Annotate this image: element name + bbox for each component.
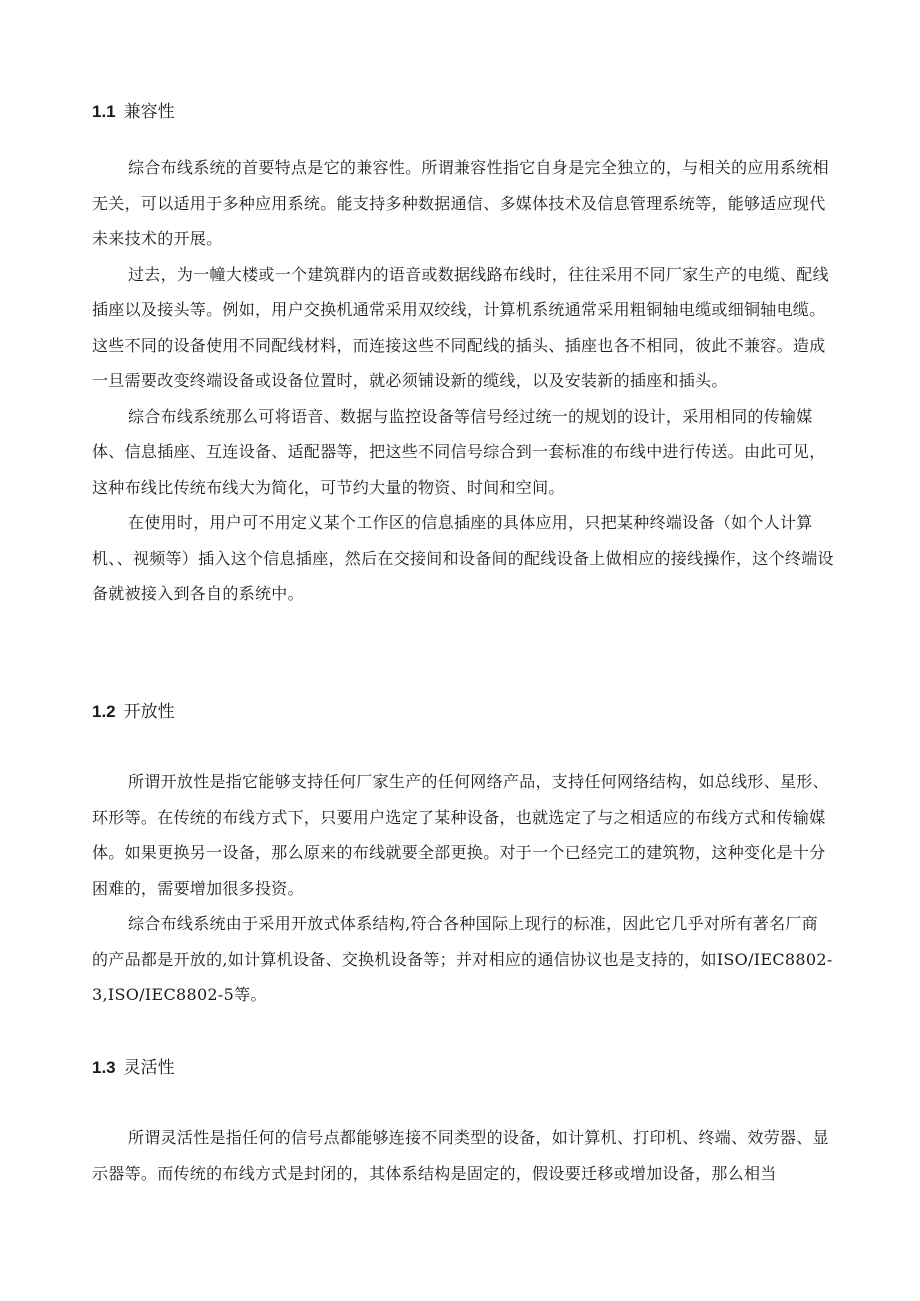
section-title: 开放性 <box>123 702 175 721</box>
section-body <box>92 1120 834 1191</box>
section-openness <box>92 700 834 1013</box>
paragraph: 综合布线系统那么可将语音、数据与监控设备等信号经过统一的规划的设计，采用相同的传输媒体、信息插座、互连设备、适配器等，把这些不同信号综合到一套标准的布线中进行传送。由此可见，这种布线比传统布线大为简化，可节约大量的物资、时间和空间。 <box>92 406 826 497</box>
section-compatibility <box>92 100 834 612</box>
paragraph: 在使用时，用户可不用定义某个工作区的信息插座的具体应用，只把某种终端设备（如个人计算机、、视频等）插入这个信息插座，然后在交接间和设备间的配线设备上做相应的接线操作，这个终端设备就被接入到各自的系统中。 <box>92 513 834 603</box>
section-title: 灵活性 <box>123 1058 175 1077</box>
section-body <box>92 150 834 612</box>
section-number: 1.1 <box>92 102 116 121</box>
section-heading <box>92 1056 834 1080</box>
paragraph: 过去，为一幢大楼或一个建筑群内的语音或数据线路布线时，往往采用不同厂家生产的电缆、配线插座以及接头等。例如，用户交换机通常采用双绞线，计算机系统通常采用粗铜轴电缆或细铜轴电缆。这些不同的设备使用不同配线材料，而连接这些不同配线的插头、插座也各不相同，彼此不兼容。造成一旦需要改变终端设备或设备位置时，就必须铺设新的缆线，以及安装新的插座和插头。 <box>92 264 829 390</box>
paragraph: 所谓灵活性是指任何的信号点都能够连接不同类型的设备，如计算机、打印机、终端、效劳器、显示器等。而传统的布线方式是封闭的，其体系结构是固定的，假设要迁移或增加设备，那么相当 <box>92 1128 829 1183</box>
section-title: 兼容性 <box>123 102 175 121</box>
section-body <box>92 764 834 1013</box>
section-flexibility <box>92 1056 834 1191</box>
section-number: 1.3 <box>92 1058 116 1077</box>
section-heading <box>92 700 834 724</box>
paragraph: 综合布线系统的首要特点是它的兼容性。所谓兼容性指它自身是完全独立的，与相关的应用系统相无关，可以适用于多种应用系统。能支持多种数据通信、多媒体技术及信息管理系统等，能够适应现代未来技术的开展。 <box>92 158 829 248</box>
paragraph: 所谓开放性是指它能够支持任何厂家生产的任何网络产品，支持任何网络结构，如总线形、星形、环形等。在传统的布线方式下，只要用户选定了某种设备，也就选定了与之相适应的布线方式和传输媒体。如果更换另一设备，那么原来的布线就要全部更换。对于一个已经完工的建筑物，这种变化是十分困难的，需要增加很多投资。 <box>92 772 829 898</box>
section-heading <box>92 100 834 124</box>
section-number: 1.2 <box>92 702 116 721</box>
paragraph: 综合布线系统由于采用开放式体系结构,符合各种国际上现行的标准，因此它几乎对所有著名厂商的产品都是开放的,如计算机设备、交换机设备等；并对相应的通信协议也是支持的，如ISO/IEC8802-3,ISO/IEC8802-5等。 <box>92 914 833 1004</box>
